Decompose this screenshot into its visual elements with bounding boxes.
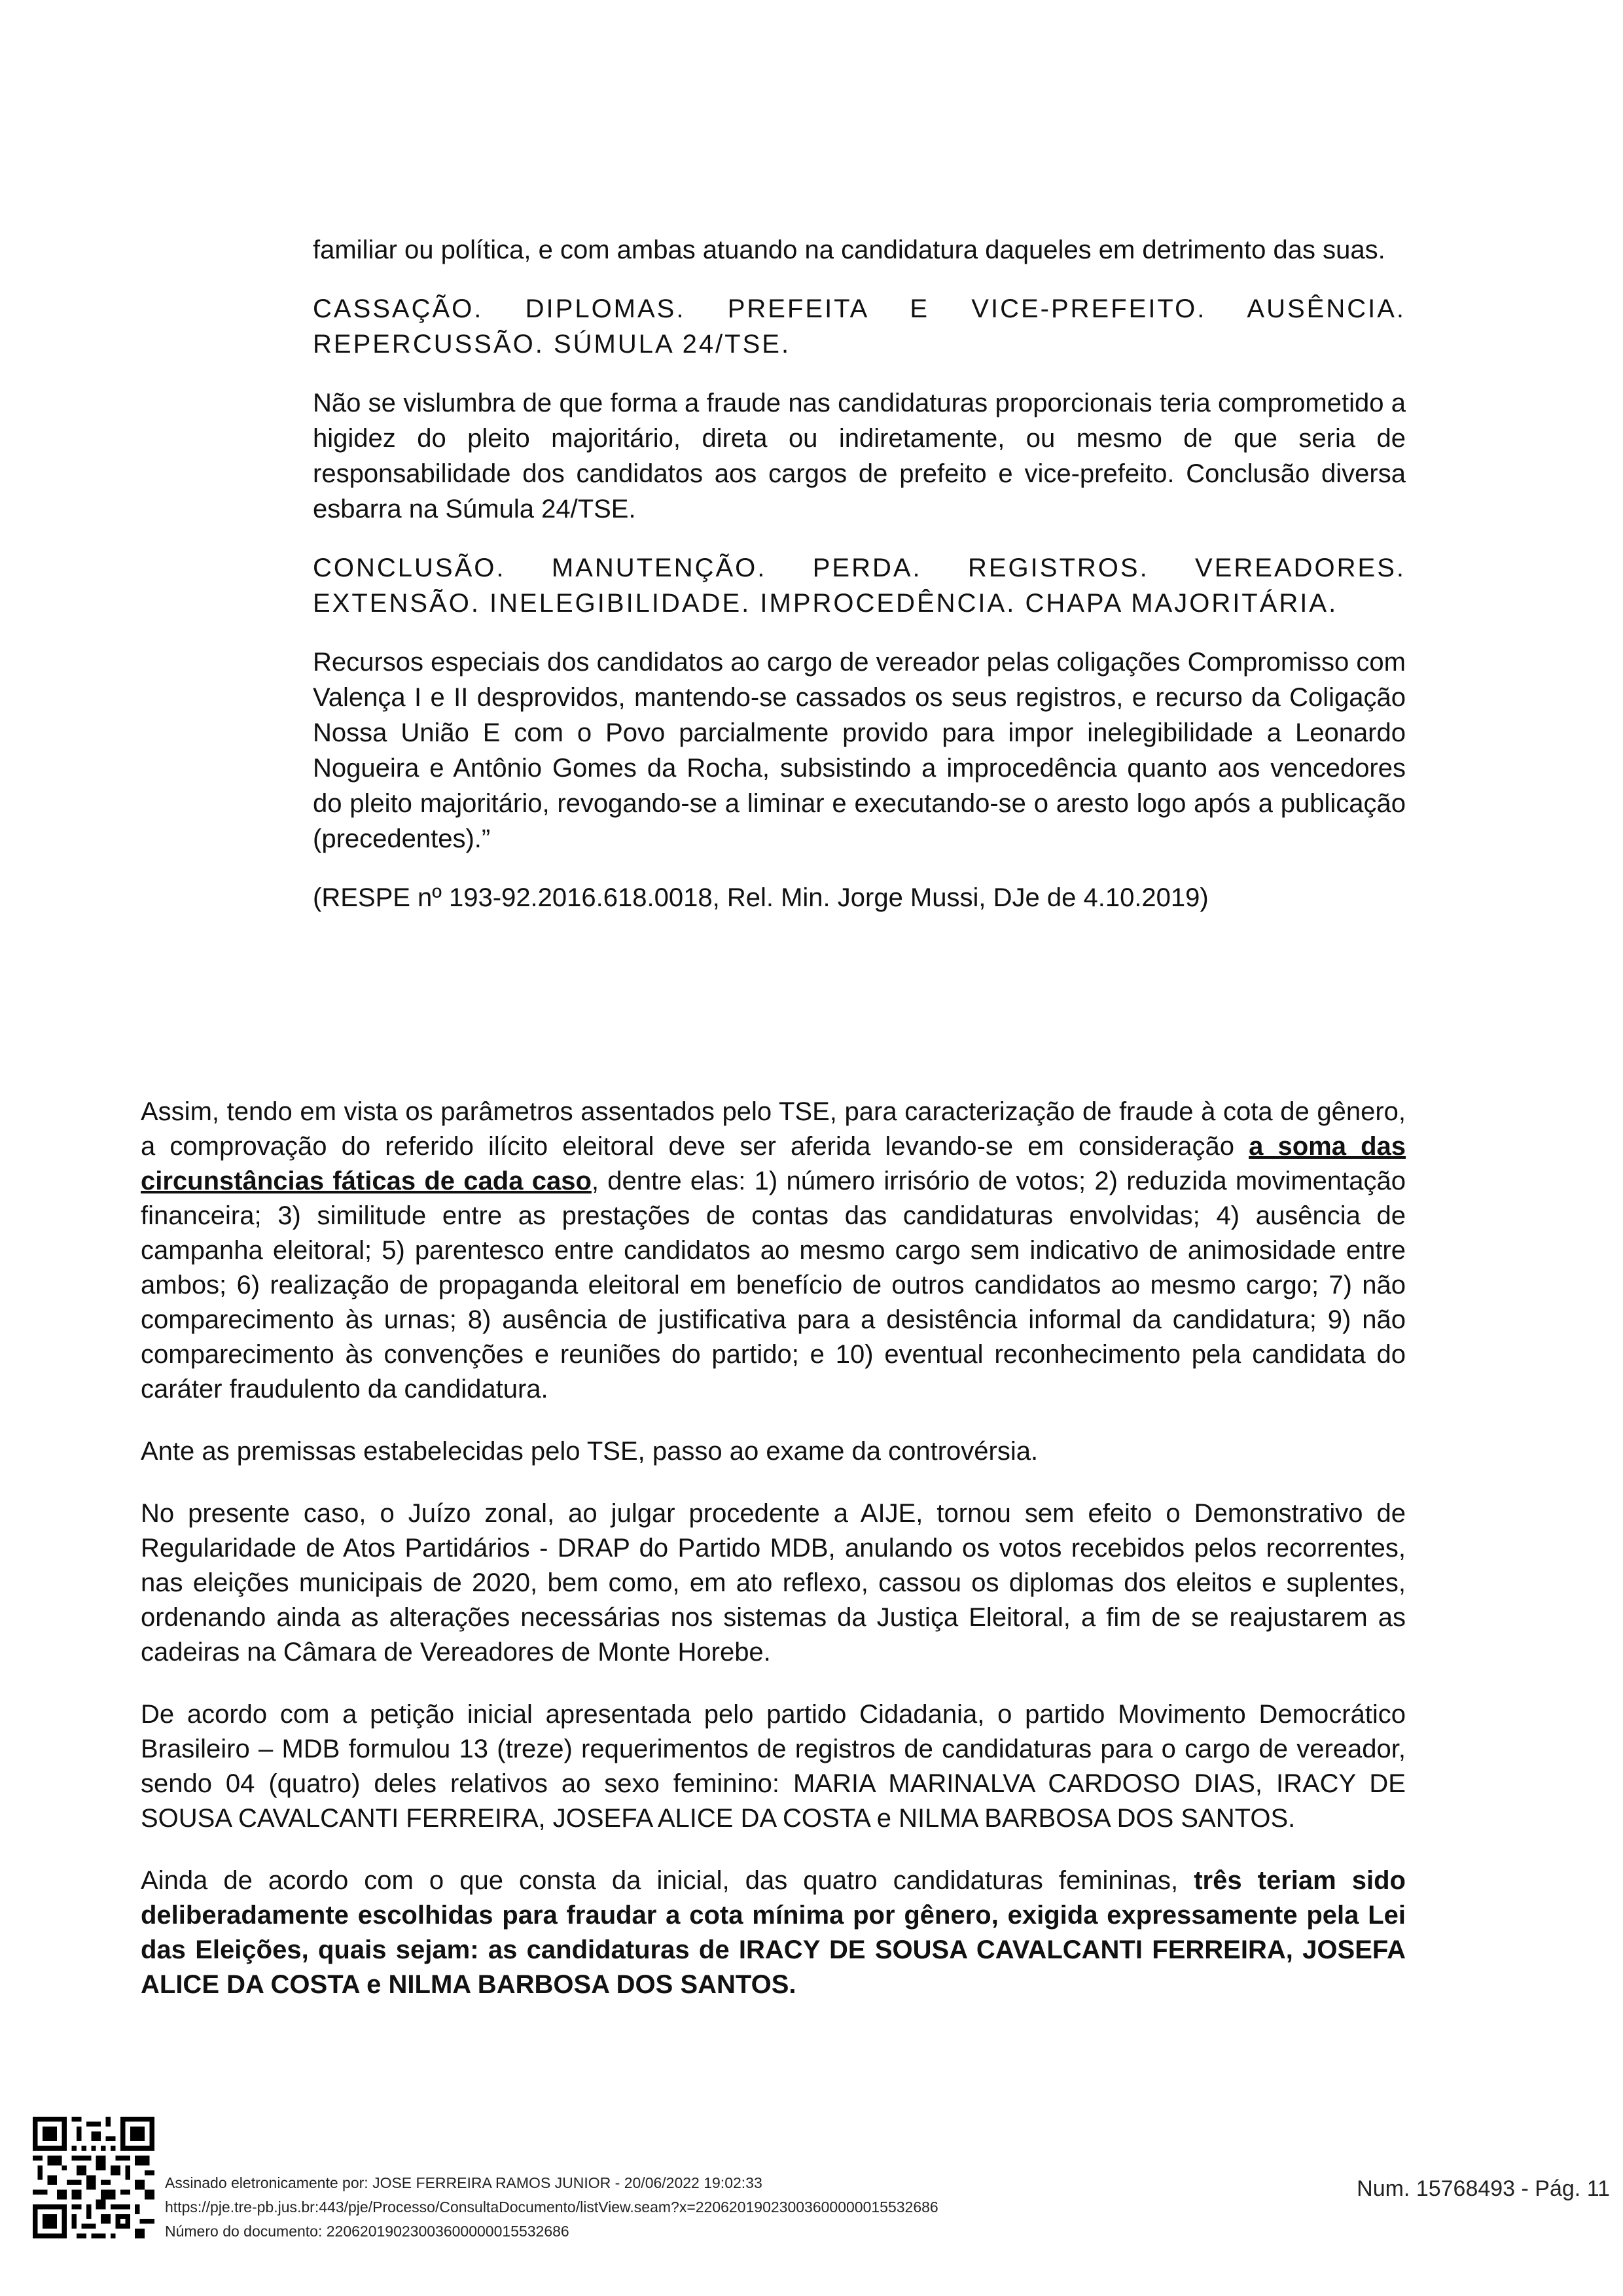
quote-citation: (RESPE nº 193-92.2016.618.0018, Rel. Min. Jorge Mussi, DJe de 4.10.2019) <box>313 883 1209 912</box>
body-p1-start: Assim, tendo em vista os parâmetros assentados pelo TSE, para caracterização de fraude à cota de gênero, a comprovação do referido ilícito eleitoral deve ser aferida levando-se em consideração <box>141 1097 1406 1161</box>
body-paragraph-5 <box>141 1863 1406 2002</box>
body-text <box>141 1095 1406 2030</box>
page-number: Num. 15768493 - Pág. 11 <box>1357 2176 1610 2201</box>
document-number-line: Número do documento: 22062019023003600000015532686 <box>165 2223 569 2240</box>
body-p5-bold: três teriam sido deliberadamente escolhidas para fraudar a cota mínima por gênero, exigida expressamente pela Lei das Eleições, quais sejam: as candidaturas de IRACY DE SOUSA CAVALCANTI FERREIRA, JOSEFA ALICE DA COSTA e NILMA BARBOSA DOS SANTOS. <box>141 1866 1406 1999</box>
signed-by-line: Assinado eletronicamente por: JOSE FERREIRA RAMOS JUNIOR - 20/06/2022 19:02:33 <box>165 2174 762 2191</box>
block-quote <box>313 232 1406 939</box>
quote-paragraph-2: Não se vislumbra de que forma a fraude nas candidaturas proporcionais teria comprometido a higidez do pleito majoritário, direta ou indiretamente, ou mesmo de que seria de responsabilidade dos candidatos aos cargos de prefeito e vice-prefeito. Conclusão diversa esbarra na Súmula 24/TSE. <box>313 389 1406 523</box>
qr-code-icon <box>33 2117 154 2238</box>
body-p1-emphasis: a soma das circunstâncias fáticas de cada caso <box>141 1132 1406 1195</box>
quote-paragraph-1: familiar ou política, e com ambas atuando na candidatura daqueles em detrimento das suas. <box>313 236 1385 264</box>
body-paragraph-3: No presente caso, o Juízo zonal, ao julgar procedente a AIJE, tornou sem efeito o Demonstrativo de Regularidade de Atos Partidários - DRAP do Partido MDB, anulando os votos recebidos pelos recorrentes, nas eleições municipais de 2020, bem como, em ato reflexo, cassou os diplomas dos eleitos e suplentes, ordenando ainda as alterações necessárias nos sistemas da Justiça Eleitoral, a fim de se reajustarem as cadeiras na Câmara de Vereadores de Monte Horebe. <box>141 1499 1406 1667</box>
body-paragraph-4: De acordo com a petição inicial apresentada pelo partido Cidadania, o partido Movimento Democrático Brasileiro – MDB formulou 13 (treze) requerimentos de registros de candidaturas para o cargo de vereador, sendo 04 (quatro) deles relativos ao sexo feminino: MARIA MARINALVA CARDOSO DIAS, IRACY DE SOUSA CAVALCANTI FERREIRA, JOSEFA ALICE DA COSTA e NILMA BARBOSA DOS SANTOS. <box>141 1700 1406 1833</box>
quote-heading-1: CASSAÇÃO. DIPLOMAS. PREFEITA E VICE-PREFEITO. AUSÊNCIA. REPERCUSSÃO. SÚMULA 24/TSE. <box>313 294 1406 359</box>
body-p5-start: Ainda de acordo com o que consta da inicial, das quatro candidaturas femininas, <box>141 1866 1194 1895</box>
document-url[interactable]: https://pje.tre-pb.jus.br:443/pje/Processo/ConsultaDocumento/listView.seam?x=22062019023003600000015532686 <box>165 2199 938 2216</box>
body-p1-end: , dentre elas: 1) número irrisório de votos; 2) reduzida movimentação financeira; 3) similitude entre as prestações de contas das candidaturas envolvidas; 4) ausência de campanha eleitoral; 5) parentesco entre candidatos ao mesmo cargo sem indicativo de animosidade entre ambos; 6) realização de propaganda eleitoral em benefício de outros candidatos ao mesmo cargo; 7) não comparecimento às urnas; 8) ausência de justificativa para a desistência informal da candidatura; 9) não comparecimento às convenções e reuniões do partido; e 10) eventual reconhecimento pela candidata do caráter fraudulento da candidatura. <box>141 1167 1406 1404</box>
body-paragraph-2: Ante as premissas estabelecidas pelo TSE, passo ao exame da controvérsia. <box>141 1437 1039 1466</box>
quote-heading-2: CONCLUSÃO. MANUTENÇÃO. PERDA. REGISTROS. VEREADORES. EXTENSÃO. INELEGIBILIDADE. IMPROCEDÊNCIA. CHAPA MAJORITÁRIA. <box>313 554 1406 618</box>
signature-footer <box>165 2171 938 2244</box>
quote-paragraph-3: Recursos especiais dos candidatos ao cargo de vereador pelas coligações Compromisso com Valença I e II desprovidos, mantendo-se cassados os seus registros, e recurso da Coligação Nossa União E com o Povo parcialmente provido para impor inelegibilidade a Leonardo Nogueira e Antônio Gomes da Rocha, subsistindo a improcedência quanto aos vencedores do pleito majoritário, revogando-se a liminar e executando-se o aresto logo após a publicação (precedentes).” <box>313 648 1406 853</box>
body-paragraph-1 <box>141 1095 1406 1407</box>
